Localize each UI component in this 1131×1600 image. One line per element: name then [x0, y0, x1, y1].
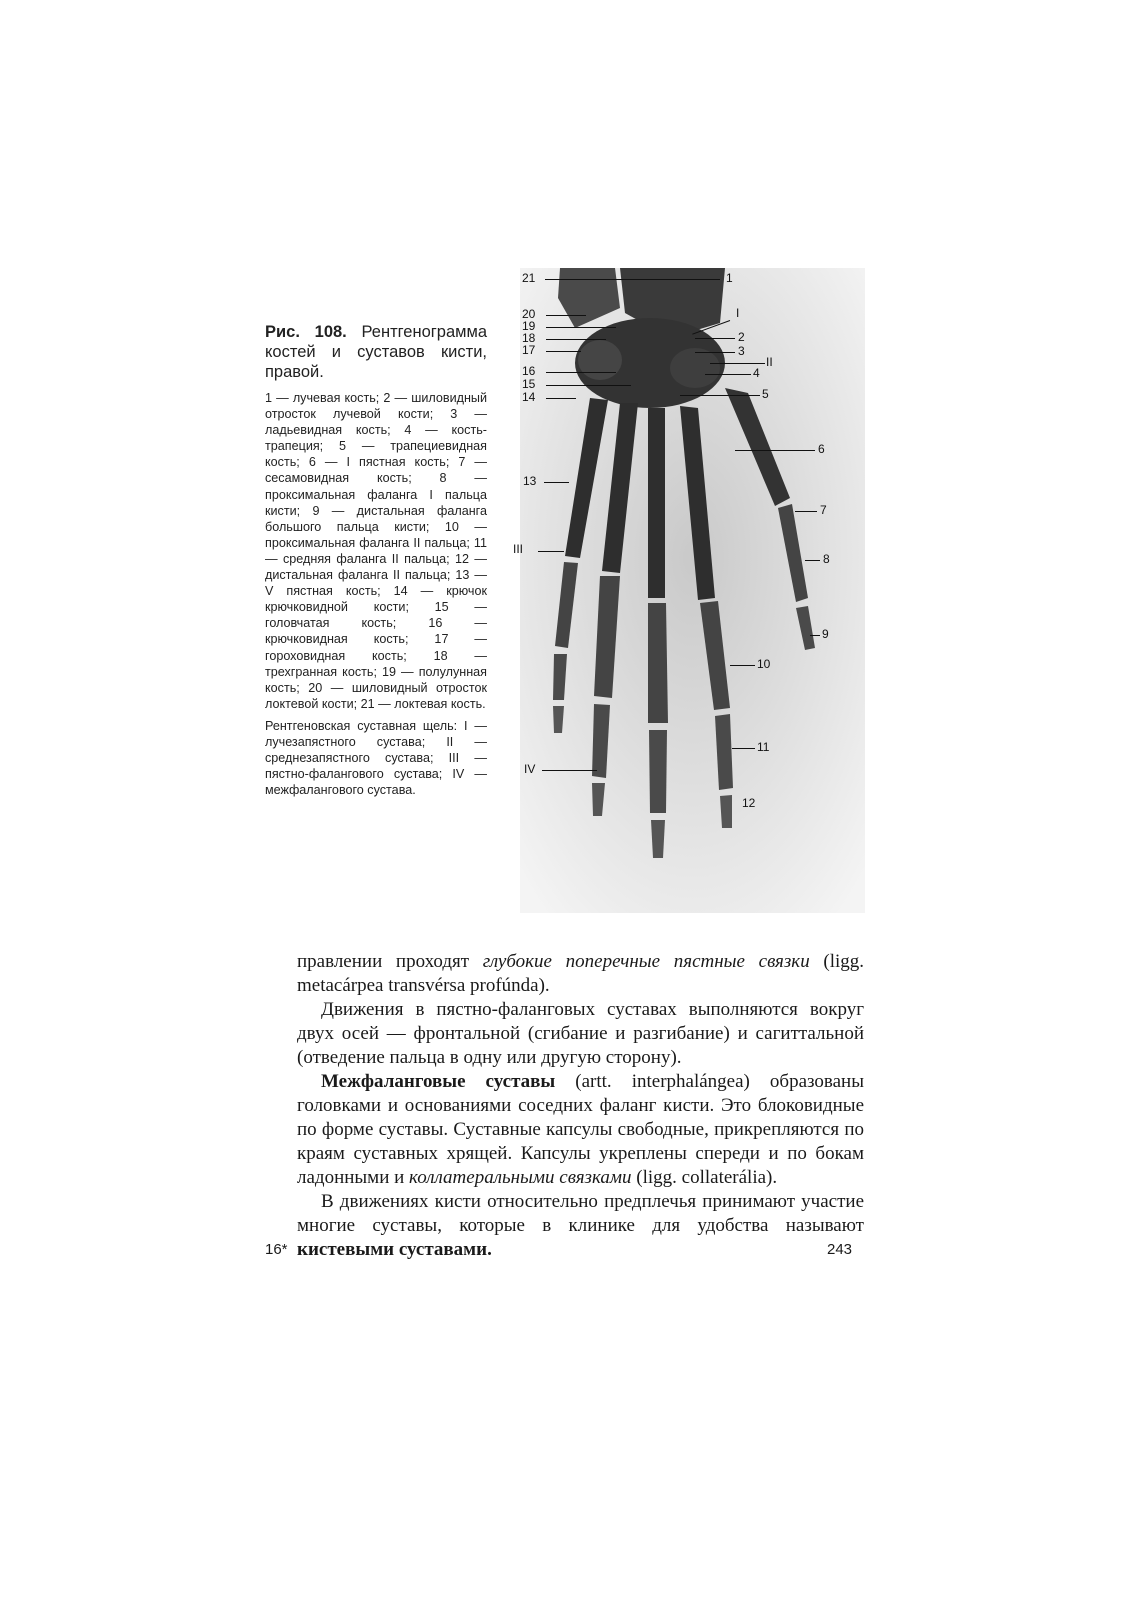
figure-label-11: 11	[757, 740, 770, 754]
leader-line	[546, 351, 581, 352]
leader-line	[695, 352, 735, 353]
figure-label-II: II	[766, 355, 773, 369]
figure-label-18: 18	[522, 331, 536, 345]
body-text	[297, 950, 864, 1262]
figure-label-9: 9	[822, 627, 829, 641]
caption-legend: 1 — лучевая кость; 2 — шиловидный отросток лучевой кости; 3 — ладьевидная кость; 4 — кость-трапеция; 5 — трапециевидная кость; 6 — I пястная кость; 7 — сесамовидная кость; 8 — проксимальная фаланга I пальца кисти; 9 — дистальная фаланга большого пальца кисти; 10 — проксимальная фаланга II пальца; 11 — средняя фаланга II пальца; 12 — дистальная фаланга II пальца; 13 — V пястная кость; 14 — крючок крючковидной кости; 15 — головчатая кость; 16 — крючковидная кость; 17 — гороховидная кость; 18 — трехгранная кость; 19 — полулунная кость; 20 — шиловидный отросток локтевой кости; 21 — локтевая кость.	[265, 391, 487, 711]
figure-label-7: 7	[820, 503, 827, 517]
figure-label-4: 4	[753, 366, 760, 380]
leader-line	[805, 560, 820, 561]
figure-label-3: 3	[738, 344, 745, 358]
leader-line	[542, 770, 597, 771]
figure-label-13: 13	[523, 474, 537, 488]
page-number: 243	[827, 1241, 853, 1258]
figure-label-1: 1	[726, 271, 733, 285]
leader-line	[546, 398, 576, 399]
xray-figure	[513, 268, 865, 913]
figure-label-17: 17	[522, 343, 536, 357]
term-italic: коллатеральными связками	[409, 1167, 632, 1188]
figure-label-20: 20	[522, 307, 536, 321]
leader-line	[695, 338, 735, 339]
leader-line	[546, 385, 631, 386]
leader-line	[730, 665, 755, 666]
leader-line	[545, 279, 720, 280]
figure-label-21: 21	[522, 271, 536, 285]
figure-label-16: 16	[522, 364, 536, 378]
figure-label-6: 6	[818, 442, 825, 456]
figure-caption	[265, 322, 487, 798]
leader-line	[544, 482, 569, 483]
leader-line	[546, 315, 586, 316]
figure-label-IV: IV	[524, 762, 536, 776]
caption-joints-note: Рентгеновская суставная щель: I — лучезапястного сустава; II — среднезапястного сустава; III — пястно-фалангового сустава; IV — межфалангового сустава.	[265, 718, 487, 798]
leader-line	[705, 374, 751, 375]
leader-line	[710, 363, 765, 364]
caption-title	[265, 322, 487, 382]
figure-label: Рис. 108.	[265, 323, 347, 341]
figure-label-15: 15	[522, 377, 536, 391]
figure-label-19: 19	[522, 319, 536, 333]
xray-image	[520, 268, 865, 913]
paragraph: Межфаланговые суставы (artt. interphalángea) образованы головками и основаниями соседних фаланг кисти. Это блоковидные по форме суставы. Суставные капсулы свободные, прикрепляются по краям суставных хрящей. Капсулы укреплены спереди и по бокам ладонными и коллатеральными связками (ligg. collaterália).	[297, 1071, 864, 1188]
figure-label-2: 2	[738, 330, 745, 344]
figure-label-5: 5	[762, 387, 769, 401]
leader-line	[732, 748, 755, 749]
leader-line	[546, 327, 616, 328]
leader-line	[680, 395, 760, 396]
figure-label-10: 10	[757, 657, 771, 671]
leader-line	[546, 372, 616, 373]
leader-line	[735, 450, 815, 451]
leader-line	[538, 551, 564, 552]
printer-signature: 16*	[265, 1241, 288, 1258]
leader-line	[795, 511, 817, 512]
paragraph: Движения в пястно-фаланговых суставах выполняются вокруг двух осей — фронтальной (сгибание и разгибание) и сагиттальной (отведение пальца в одну или другую сторону).	[297, 999, 864, 1068]
figure-label-8: 8	[823, 552, 830, 566]
term-bold: Межфаланговые суставы	[321, 1071, 556, 1092]
figure-label-12: 12	[742, 796, 756, 810]
paragraph: правлении проходят глубокие поперечные пястные связки (ligg. metacárpea transvérsa profúnda).	[297, 951, 865, 996]
figure-label-14: 14	[522, 390, 536, 404]
term-italic: глубокие поперечные пястные связки	[482, 951, 810, 972]
term-bold: кистевыми суставами.	[297, 1239, 492, 1260]
figure-label-I: I	[736, 306, 740, 320]
paragraph: В движениях кисти относительно предплечья принимают участие многие суставы, которые в клинике для удобства называют кистевыми суставами.	[297, 1191, 864, 1260]
figure-title: Рентгенограмма костей и суставов кисти, правой.	[265, 323, 487, 381]
figure-label-III: III	[513, 542, 524, 556]
leader-line	[810, 635, 820, 636]
leader-line	[546, 339, 606, 340]
